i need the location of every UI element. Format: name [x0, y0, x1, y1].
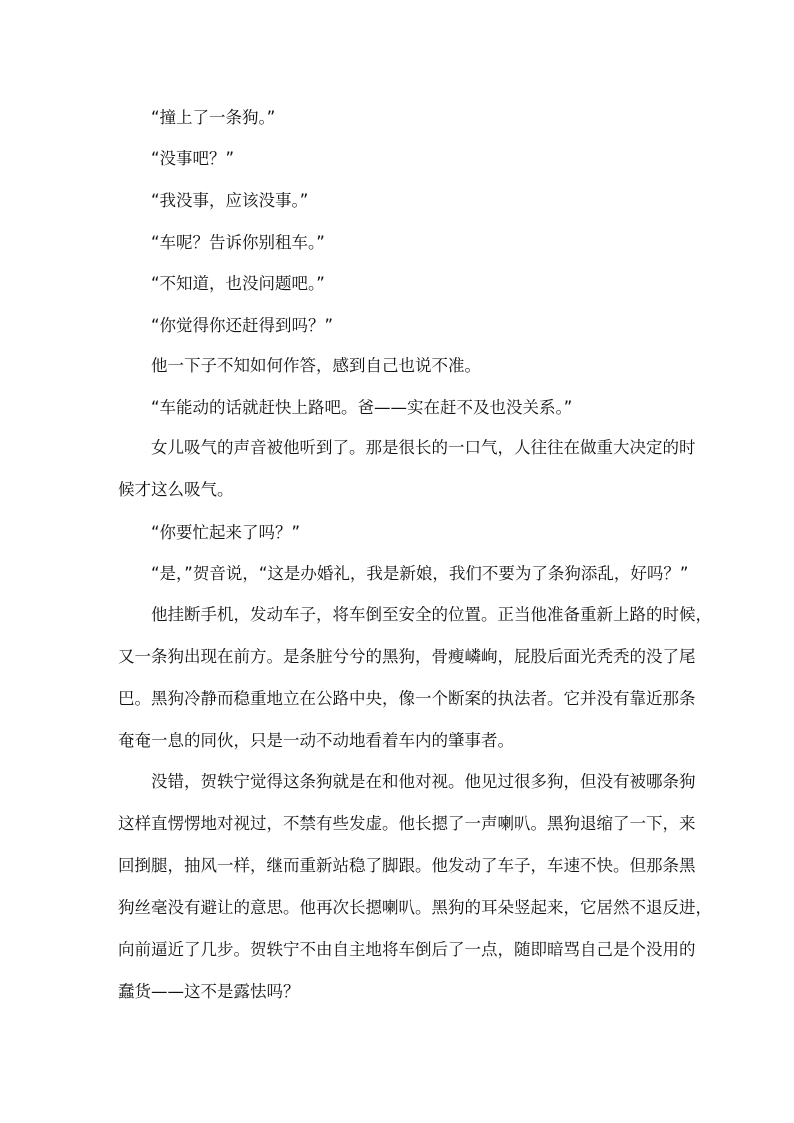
text-line: “没事吧？” — [151, 149, 235, 168]
text-line: 他一下子不知如何作答，感到自己也说不准。 — [151, 356, 481, 375]
text-line: “你觉得你还赶得到吗？” — [151, 316, 334, 335]
dialogue-paragraph — [118, 142, 678, 175]
text-line: 巴。黑狗冷静而稳重地立在公路中央，像一个断案的执法者。它并没有靠近那条 — [118, 689, 696, 708]
dialogue-paragraph — [118, 184, 678, 217]
text-line: 候才这么吸气。 — [118, 480, 234, 499]
narrative-paragraph — [118, 598, 712, 757]
dialogue-paragraph — [118, 309, 678, 342]
text-line: 向前逼近了几步。贺轶宁不由自主地将车倒后了一点，随即暗骂自己是个没用的 — [118, 940, 696, 959]
text-line: “是，”贺音说，“这是办婚礼，我是新娘，我们不要为了条狗添乱，好吗？” — [151, 564, 689, 583]
dialogue-paragraph — [118, 516, 678, 549]
narrative-paragraph — [118, 431, 696, 506]
dialogue-paragraph — [118, 101, 678, 134]
text-line: “车能动的话就赶快上路吧。爸——实在赶不及也没关系。” — [151, 398, 573, 417]
narrative-paragraph — [118, 349, 678, 382]
text-line: “你要忙起来了吗？” — [151, 523, 301, 542]
narrative-paragraph — [118, 765, 712, 1008]
dialogue-paragraph — [118, 391, 678, 424]
dialogue-paragraph — [118, 557, 689, 590]
text-line: “撞上了一条狗。” — [151, 108, 276, 127]
dialogue-paragraph — [118, 267, 678, 300]
text-line: 女儿吸气的声音被他听到了。那是很长的一口气，人往往在做重大决定的时 — [151, 438, 696, 457]
text-line: 没错，贺轶宁觉得这条狗就是在和他对视。他见过很多狗，但没有被哪条狗 — [151, 772, 696, 791]
dialogue-paragraph — [118, 226, 678, 259]
text-line: 狗丝毫没有避让的意思。他再次长摁喇叭。黑狗的耳朵竖起来，它居然不退反进， — [118, 898, 712, 917]
text-line: 这样直愣愣地对视过，不禁有些发虚。他长摁了一声喇叭。黑狗退缩了一下，来 — [118, 814, 696, 833]
text-line: 奄奄一息的同伙，只是一动不动地看着车内的肇事者。 — [118, 731, 514, 750]
text-line: “车呢？告诉你别租车。” — [151, 233, 325, 252]
text-line: “不知道，也没问题吧。” — [151, 274, 325, 293]
text-line: 他挂断手机，发动车子，将车倒至安全的位置。正当他准备重新上路的时候， — [151, 605, 712, 624]
text-line: 蠢货——这不是露怯吗？ — [118, 982, 300, 1001]
text-line: 又一条狗出现在前方。是条脏兮兮的黑狗，骨瘦嶙峋，屁股后面光秃秃的没了尾 — [118, 647, 696, 666]
text-line: 回捯腿，抽风一样，继而重新站稳了脚跟。他发动了车子，车速不快。但那条黑 — [118, 856, 696, 875]
text-line: “我没事，应该没事。” — [151, 191, 309, 210]
